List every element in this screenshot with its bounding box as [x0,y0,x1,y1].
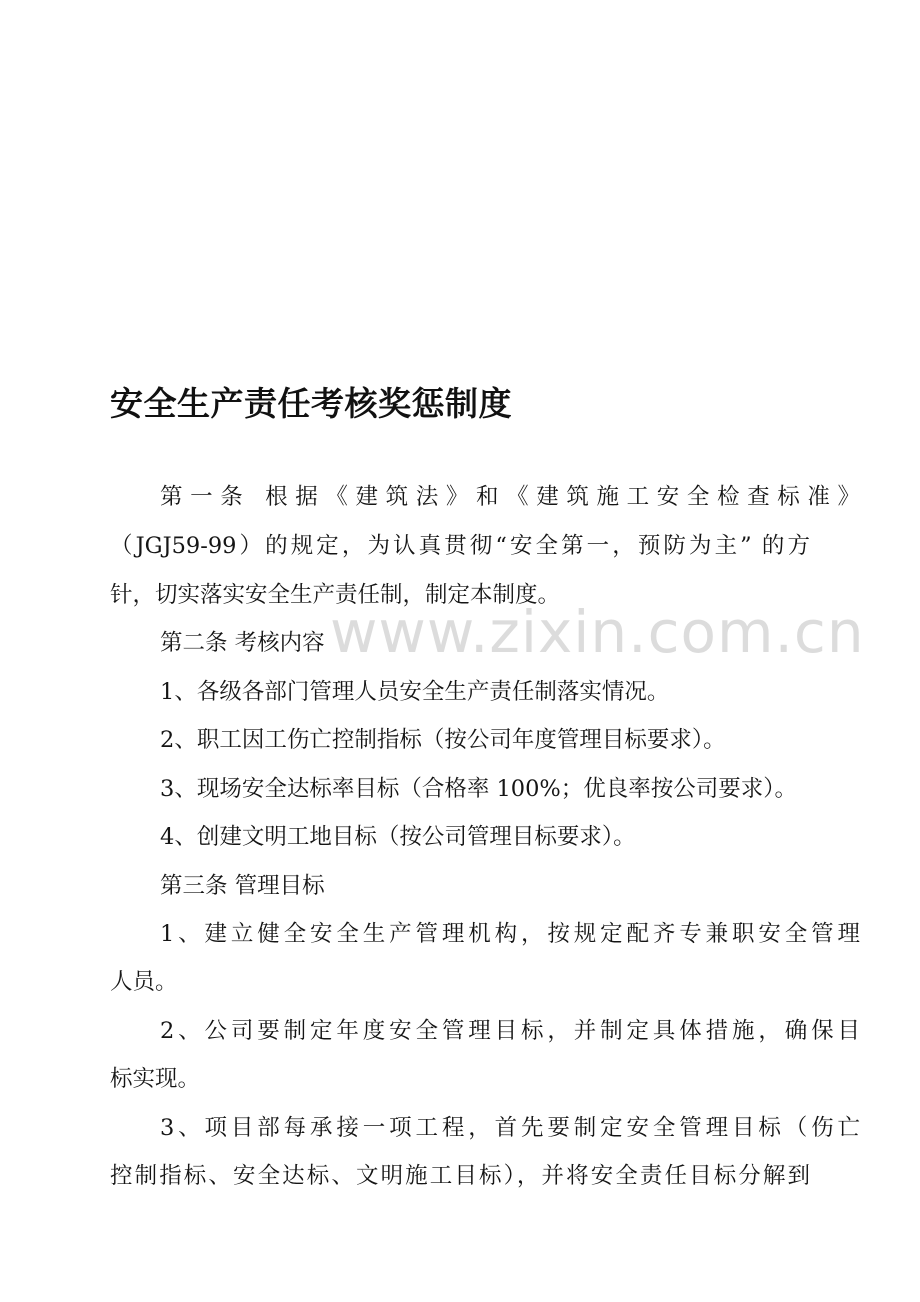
article-2-item-1: 1、各级各部门管理人员安全生产责任制落实情况。 [160,679,670,705]
article-2-item-3: 3、现场安全达标率目标（合格率 100%；优良率按公司要求）。 [160,776,798,802]
article-3-item-2-line-1: 2、公司要制定年度安全管理目标，并制定具体措施，确保目 [160,1018,860,1044]
article-3-item-1-line-1: 1、建立健全安全生产管理机构，按规定配齐专兼职安全管理 [160,921,860,947]
article-2-item-2: 2、职工因工伤亡控制指标（按公司年度管理目标要求）。 [160,727,726,753]
article-2-item-4: 4、创建文明工地目标（按公司管理目标要求）。 [160,824,636,850]
article-2-heading: 第二条 考核内容 [160,630,325,656]
article-3-item-3-line-2: 控制指标、安全达标、文明施工目标），并将安全责任目标分解到 [110,1163,810,1189]
article-3-item-3-line-1: 3、项目部每承接一项工程，首先要制定安全管理目标（伤亡 [160,1115,860,1141]
article-1-line-2: （JGJ59-99）的规定，为认真贯彻“安全第一，预防为主” 的方 [110,533,810,559]
article-3-item-1-line-2: 人员。 [110,969,178,995]
article-1-line-1: 第一条 根据《建筑法》和《建筑施工安全检查标准》 [160,484,860,510]
watermark: www.zixin.com.cn [330,598,865,666]
document-title: 安全生产责任考核奖惩制度 [110,384,512,423]
article-3-item-2-line-2: 标实现。 [110,1066,201,1092]
article-1-line-3: 针，切实落实安全生产责任制，制定本制度。 [110,582,561,608]
article-3-heading: 第三条 管理目标 [160,873,325,899]
